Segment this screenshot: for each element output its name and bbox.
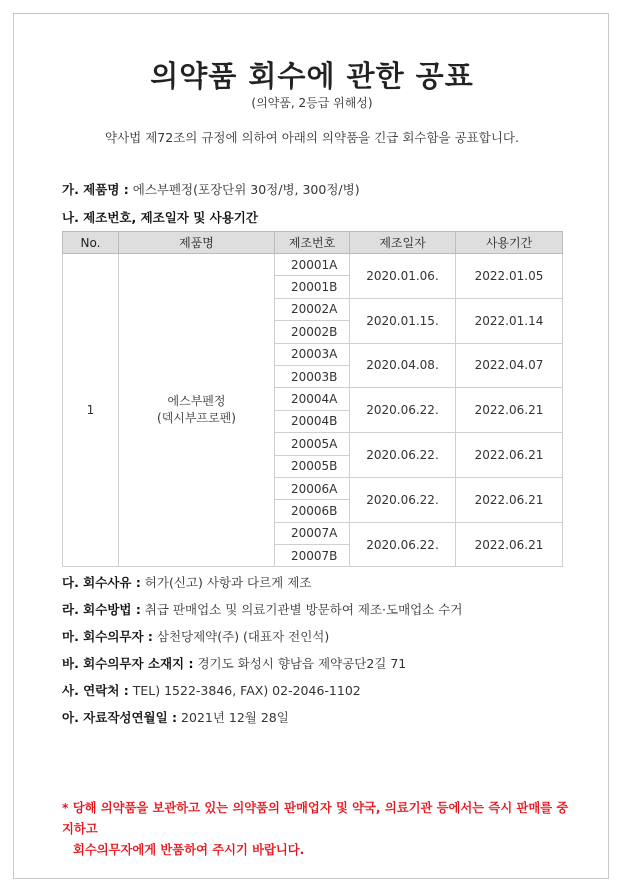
contact-value: TEL) 1522-3846, FAX) 02-2046-1102 [128,683,361,698]
contact-label: 사. 연락처 : [62,683,129,698]
obligor-line [62,627,329,645]
header-lot: 제조번호 [275,232,350,254]
page-title: 의약품 회수에 관한 공표 [150,59,474,93]
recall-table [62,231,563,567]
recall-notice [62,798,572,861]
header-no: No. [63,232,119,254]
intro-text: 약사법 제72조의 규정에 의하여 아래의 의약품을 긴급 회수함을 공표합니다. [105,130,519,145]
section-b-label: 나. 제조번호, 제조일자 및 사용기간 [62,210,258,225]
lot-number: 20005A [275,433,350,455]
header-expiry: 사용기간 [456,232,563,254]
obligor-label: 마. 회수의무자 : [62,629,153,644]
header-mfg-date: 제조일자 [350,232,456,254]
lot-number: 20007B [275,545,350,567]
table-header-row [63,232,563,254]
product-name-line [62,180,360,198]
address-label: 바. 회수의무자 소재지 : [62,656,194,671]
method-value: 취급 판매업소 및 의료기관별 방문하여 제조·도매업소 수거 [140,602,463,617]
lot-number: 20003B [275,365,350,387]
product-ingredient: (덱시부프로펜) [157,411,236,426]
lot-number: 20007A [275,522,350,544]
lot-number: 20003A [275,343,350,365]
expiry-date: 2022.04.07 [456,343,563,388]
lot-number: 20001A [275,254,350,276]
written-date-label: 아. 자료작성연월일 : [62,710,178,725]
method-label: 라. 회수방법 : [62,602,141,617]
row-number: 1 [63,254,119,567]
obligor-value: 삼천당제약(주) (대표자 전인석) [152,629,330,644]
expiry-date: 2022.06.21 [456,522,563,567]
notice-line-1: * 당해 의약품을 보관하고 있는 의약품의 판매업자 및 약국, 의료기관 등에서는 즉시 판매를 중지하고 [62,801,569,836]
lot-number: 20001B [275,276,350,298]
mfg-date: 2020.06.22. [350,433,456,478]
lot-number: 20002B [275,321,350,343]
mfg-date: 2020.01.15. [350,298,456,343]
section-b-heading [62,208,258,226]
written-date-value: 2021년 12월 28일 [177,710,289,725]
product-name-label: 가. 제품명 : [62,182,129,197]
expiry-date: 2022.06.21 [456,477,563,522]
reason-line [62,573,311,591]
lot-number: 20006B [275,500,350,522]
mfg-date: 2020.06.22. [350,477,456,522]
lot-number: 20004B [275,410,350,432]
lot-number: 20004A [275,388,350,410]
lot-number: 20002A [275,298,350,320]
expiry-date: 2022.01.05 [456,254,563,299]
mfg-date: 2020.06.22. [350,522,456,567]
expiry-date: 2022.06.21 [456,433,563,478]
expiry-date: 2022.06.21 [456,388,563,433]
reason-label: 다. 회수사유 : [62,575,141,590]
product-name: 에스부펜정 [167,394,226,409]
mfg-date: 2020.01.06. [350,254,456,299]
address-value: 경기도 화성시 향남읍 제약공단2길 71 [193,656,407,671]
written-date-line [62,708,289,726]
mfg-date: 2020.06.22. [350,388,456,433]
contact-line [62,681,361,699]
header-product: 제품명 [119,232,275,254]
mfg-date: 2020.04.08. [350,343,456,388]
lot-number: 20006A [275,477,350,499]
table-row [63,254,563,276]
method-line [62,600,462,618]
page-subtitle: (의약품, 2등급 위해성) [251,96,373,110]
notice-line-2: 회수의무자에게 반품하여 주시기 바랍니다. [73,843,305,857]
reason-value: 허가(신고) 사항과 다르게 제조 [140,575,312,590]
lot-number: 20005B [275,455,350,477]
product-name-value: 에스부펜정(포장단위 30정/병, 300정/병) [128,182,360,197]
address-line [62,654,406,672]
product-cell [119,254,275,567]
expiry-date: 2022.01.14 [456,298,563,343]
